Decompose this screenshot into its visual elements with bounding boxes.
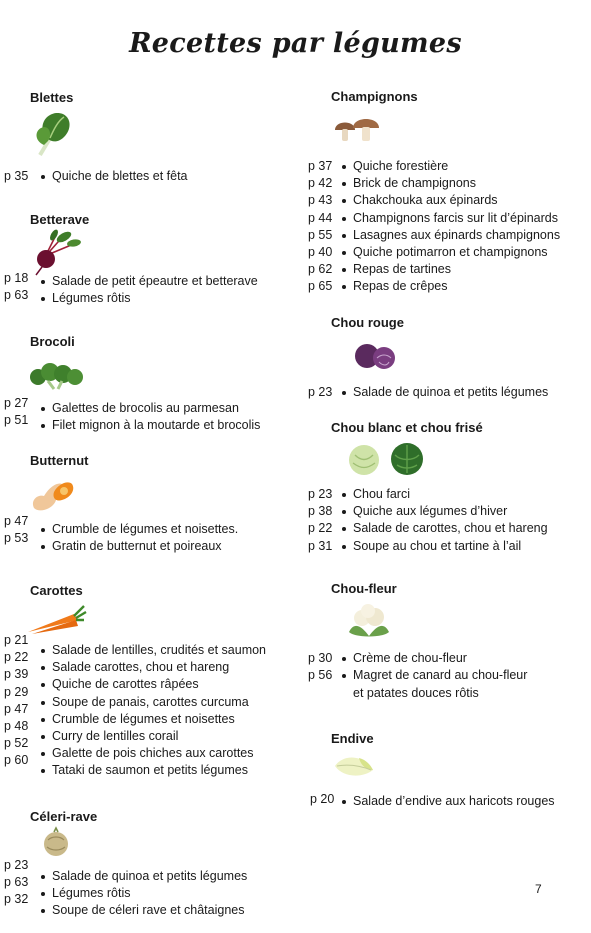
recipes-celeri-rave <box>40 868 247 920</box>
recipes-chou-blanc-frise <box>341 486 548 555</box>
recipe-item: Brick de champignons <box>341 175 560 192</box>
page-ref: p 39 <box>4 667 29 682</box>
recipe-item: Salade de petit épeautre et betterave <box>40 273 258 290</box>
red-cabbage-icon <box>353 338 399 374</box>
page-ref: p 43 <box>308 193 333 208</box>
page-ref: p 42 <box>308 176 333 191</box>
recipe-item: Champignons farcis sur lit d’épinards <box>341 210 560 227</box>
pages-chou-blanc-frise <box>308 486 332 555</box>
recipe-item: Crème de chou-fleur <box>341 650 527 667</box>
section-title: Endive <box>331 731 374 746</box>
page-ref: p 60 <box>4 753 29 768</box>
page-ref: p 35 <box>4 169 29 183</box>
savoy-cabbage-icon <box>389 441 425 477</box>
page-ref: p 23 <box>4 858 29 872</box>
section-title: Chou rouge <box>331 315 404 330</box>
section-chou-fleur <box>331 581 397 640</box>
page-ref: p 52 <box>4 736 29 751</box>
carrot-icon <box>24 602 88 636</box>
section-title: Blettes <box>30 90 74 105</box>
section-brocoli <box>30 334 86 391</box>
pages-endive <box>310 791 334 808</box>
pages-brocoli <box>4 395 28 429</box>
section-title: Butternut <box>30 453 89 468</box>
recipes-carottes <box>40 642 266 780</box>
page-title: Recettes par légumes <box>129 28 462 59</box>
recipe-item: Galettes de brocolis au parmesan <box>40 400 260 417</box>
recipe-item: Salade de lentilles, crudités et saumon <box>40 642 266 659</box>
recipes-betterave <box>40 273 258 307</box>
pages-butternut <box>4 513 28 547</box>
pages-celeri-rave <box>4 857 28 909</box>
recipe-item: Chou farci <box>341 486 548 503</box>
section-title: Carottes <box>30 583 83 598</box>
recipe-item: Tataki de saumon et petits légumes <box>40 762 266 779</box>
recipes-endive <box>341 793 555 810</box>
recipe-item: Légumes rôtis <box>40 885 247 902</box>
page-ref: p 27 <box>4 396 29 410</box>
mushrooms-icon <box>333 114 381 144</box>
page-ref: p 63 <box>4 875 29 890</box>
cauliflower-icon <box>347 602 391 640</box>
recipe-item: Quiche aux légumes d’hiver <box>341 503 548 520</box>
recipe-item: Soupe au chou et tartine à l’ail <box>341 538 548 555</box>
recipe-item: Salade de carottes, chou et hareng <box>341 520 548 537</box>
page-ref: p 23 <box>308 385 333 399</box>
page-ref: p 44 <box>308 210 333 225</box>
chard-icon <box>30 109 80 159</box>
recipes-butternut <box>40 521 238 555</box>
pages-carottes <box>4 632 28 770</box>
recipes-brocoli <box>40 400 260 434</box>
page-ref: p 51 <box>4 413 29 428</box>
page-ref: p 55 <box>308 227 333 242</box>
endive-icon <box>333 752 375 780</box>
page-ref: p 53 <box>4 531 29 546</box>
section-betterave <box>30 212 89 277</box>
recipe-item: Lasagnes aux épinards champignons <box>341 227 560 244</box>
section-blettes <box>30 90 80 159</box>
pages-betterave <box>4 270 28 304</box>
recipe-item: Salade de quinoa et petits légumes <box>40 868 247 885</box>
recipe-item: Quiche potimarron et champignons <box>341 244 560 261</box>
page-ref: p 29 <box>4 684 29 699</box>
recipe-item: Repas de crêpes <box>341 278 560 295</box>
page-ref: p 18 <box>4 271 29 285</box>
recipe-item: Légumes rôtis <box>40 290 258 307</box>
recipe-item: Galette de pois chiches aux carottes <box>40 745 266 762</box>
recipe-item: Salade d’endive aux haricots rouges <box>341 793 555 810</box>
page-ref: p 56 <box>308 668 333 683</box>
page-ref: p 62 <box>308 262 333 277</box>
page-ref: p 63 <box>4 288 29 303</box>
section-celeri-rave <box>30 809 97 858</box>
recipes-chou-rouge <box>341 384 548 401</box>
section-butternut <box>30 453 89 514</box>
recipe-item: Quiche de carottes râpées <box>40 676 266 693</box>
section-title: Chou-fleur <box>331 581 397 596</box>
page-ref: p 21 <box>4 633 29 647</box>
page-ref: p 37 <box>308 159 333 173</box>
page-ref: p 38 <box>308 504 333 519</box>
section-carottes <box>30 583 88 636</box>
page-ref: p 48 <box>4 719 29 734</box>
recipe-item: Curry de lentilles corail <box>40 728 266 745</box>
recipe-item: Repas de tartines <box>341 261 560 278</box>
section-title: Betterave <box>30 212 90 227</box>
page-ref: p 47 <box>4 701 29 716</box>
recipe-item: Quiche forestière <box>341 158 560 175</box>
page-ref: p 32 <box>4 892 29 907</box>
recipe-item: Quiche de blettes et fêta <box>40 168 188 185</box>
section-title: Chou blanc et chou frisé <box>331 420 483 435</box>
recipe-item: Crumble de légumes et noisettes <box>40 711 266 728</box>
recipes-champignons <box>341 158 560 296</box>
page-ref: p 23 <box>308 487 333 501</box>
recipe-item: Salade carottes, chou et hareng <box>40 659 266 676</box>
page-number: 7 <box>535 882 542 896</box>
recipe-item: Soupe de céleri rave et châtaignes <box>40 902 247 919</box>
page-ref: p 22 <box>4 650 29 665</box>
pages-chou-fleur <box>308 650 332 684</box>
page-ref: p 40 <box>308 245 333 260</box>
pages-champignons <box>308 158 332 296</box>
page-ref: p 30 <box>308 651 333 665</box>
recipe-item: Salade de quinoa et petits légumes <box>341 384 548 401</box>
section-title: Champignons <box>331 89 418 104</box>
page-ref: p 65 <box>308 279 333 294</box>
recipe-item: Crumble de légumes et noisettes. <box>40 521 238 538</box>
recipe-item: Soupe de panais, carottes curcuma <box>40 694 266 711</box>
section-chou-blanc-frise <box>331 420 483 477</box>
pages-blettes <box>4 168 28 185</box>
pages-chou-rouge <box>308 384 332 401</box>
recipe-item: Gratin de butternut et poireaux <box>40 538 238 555</box>
section-chou-rouge <box>331 315 404 374</box>
section-champignons <box>331 89 418 144</box>
butternut-icon <box>28 474 76 514</box>
section-title: Brocoli <box>30 334 75 349</box>
page-ref: p 20 <box>310 792 335 806</box>
white-cabbage-icon <box>347 443 381 477</box>
recipes-blettes <box>40 168 188 185</box>
celeriac-icon <box>40 826 72 858</box>
page-ref: p 47 <box>4 514 29 528</box>
recipe-item: Chakchouka aux épinards <box>341 192 560 209</box>
page-ref: p 22 <box>308 521 333 536</box>
recipe-item: Magret de canard au chou-fleur <box>341 667 527 684</box>
page-ref: p 31 <box>308 538 333 553</box>
section-title: Céleri-rave <box>30 809 98 824</box>
recipes-chou-fleur <box>341 650 527 684</box>
recipe-item-continuation: et patates douces rôtis <box>353 686 479 700</box>
section-endive <box>331 731 375 780</box>
broccoli-icon <box>28 359 86 391</box>
recipe-item: Filet mignon à la moutarde et brocolis <box>40 417 260 434</box>
beetroot-icon <box>30 229 82 277</box>
